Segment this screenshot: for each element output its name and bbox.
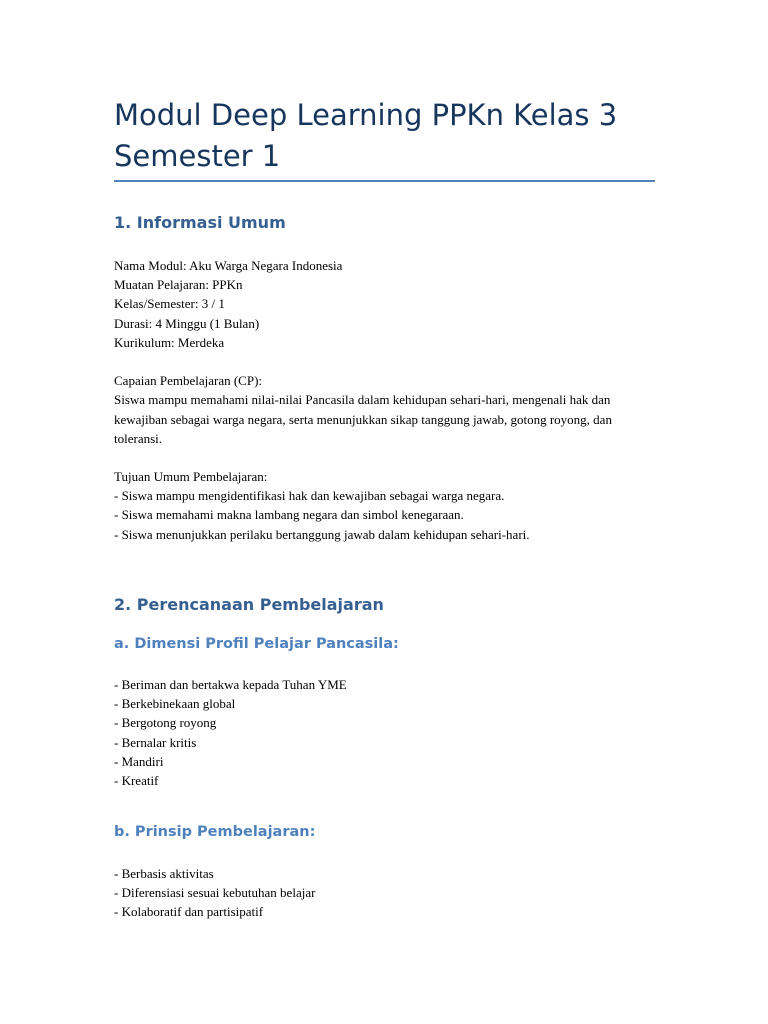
tujuan-label: Tujuan Umum Pembelajaran: [114,469,268,484]
list-item: - Siswa menunjukkan perilaku bertanggung jawab dalam kehidupan sehari-hari. [114,526,530,542]
list-item: - Bernalar kritis [114,734,197,750]
subheading-dimensi-profil: a. Dimensi Profil Pelajar Pancasila: [114,636,399,652]
info-line: Nama Modul: Aku Warga Negara Indonesia [114,258,343,273]
list-item: - Kreatif [114,773,159,789]
document-title: Modul Deep Learning PPKn Kelas 3 Semester 1 [114,98,618,173]
tujuan-pembelajaran-block [114,467,655,544]
list-item: - Siswa memahami makna lambang negara dan simbol kenegaraan. [114,507,464,523]
dimensi-profil-list [114,675,655,790]
list-item: - Siswa mampu mengidentifikasi hak dan kewajiban sebagai warga negara. [114,488,505,504]
title-underline-rule [114,180,655,182]
cp-label: Capaian Pembelajaran (CP): [114,373,263,388]
list-item: - Mandiri [114,753,164,769]
prinsip-pembelajaran-list [114,864,655,922]
info-line: Kelas/Semester: 3 / 1 [114,296,225,312]
module-info-block [114,256,655,352]
info-line: Kurikulum: Merdeka [114,334,225,350]
list-item: - Berkebinekaan global [114,696,236,712]
info-line: Durasi: 4 Minggu (1 Bulan) [114,315,260,331]
subheading-prinsip-pembelajaran: b. Prinsip Pembelajaran: [114,824,316,840]
list-item: - Bergotong royong [114,715,217,731]
section-heading-informasi-umum: 1. Informasi Umum [114,213,286,232]
list-item: - Berbasis aktivitas [114,866,214,881]
list-item: - Beriman dan bertakwa kepada Tuhan YME [114,677,347,692]
section-heading-perencanaan: 2. Perencanaan Pembelajaran [114,595,384,614]
info-line: Muatan Pelajaran: PPKn [114,277,243,293]
list-item: - Diferensiasi sesuai kebutuhan belajar [114,885,316,901]
capaian-pembelajaran-label [114,371,655,390]
capaian-pembelajaran-text: Siswa mampu memahami nilai-nilai Pancasila dalam kehidupan sehari-hari, mengenali hak dan kewajiban sebagai warga negara, serta menunjukkan sikap tanggung jawab, gotong royong, dan toleransi. [114,392,612,446]
list-item: - Kolaboratif dan partisipatif [114,904,264,920]
